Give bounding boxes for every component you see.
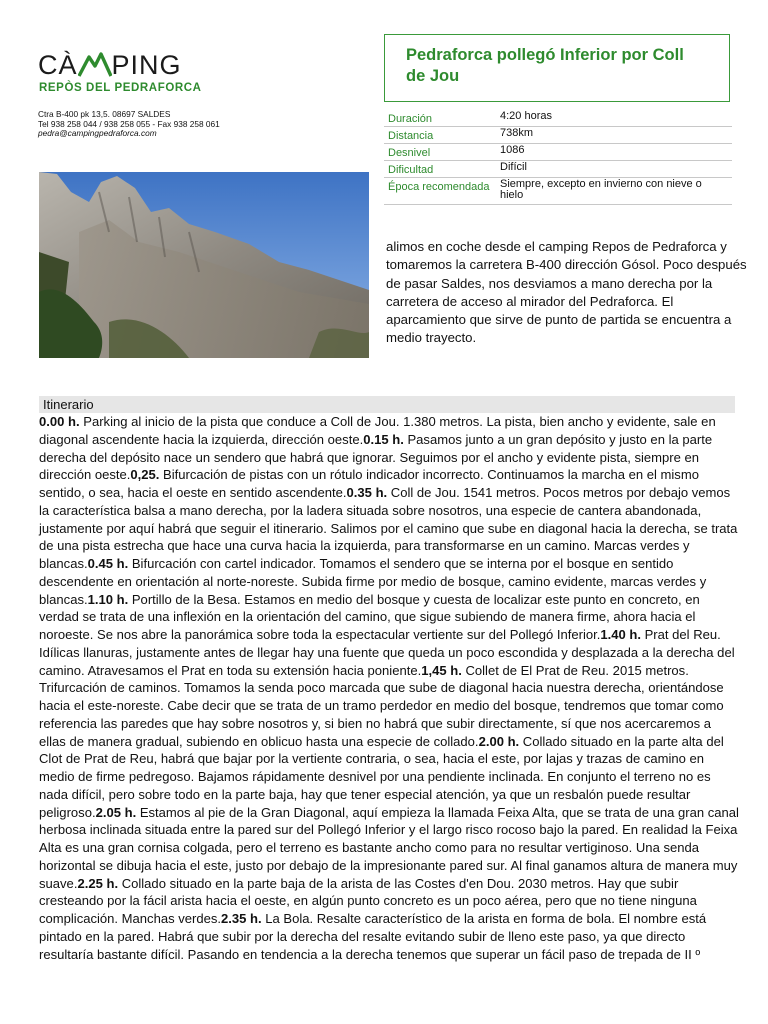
step-time: 2.00 h. — [478, 733, 520, 749]
step-text: Pasamos junto a un gran depósito y justo en la parte derecha del depósito nace un sendero que habrá que ignorar. Seguimos por el ancho y evidente pista, siempre en dirección oeste. — [39, 431, 713, 483]
itinerary-text — [39, 413, 741, 963]
info-label: Distancia — [388, 130, 434, 142]
step-text: Estamos al pie de la Gran Diagonal, aquí empieza la llamada Feixa Alta, que se trata de una gran canal herbosa inclinada situada entre la pared sur del Pollegó Inferior y el largo risco rocoso bajo la pared. En realidad la Feixa Alta es una gran cornisa colgada, pero el terreno es bastante ancho como para no resultar vertiginoso. Una senda horizontal se dibuja hacia el este, justo por debajo de la impresionante pared sur. Al final ganamos altura de manera muy suave. — [39, 804, 739, 891]
phone-line: Tel 938 258 044 / 938 258 055 - Fax 938 258 061 — [38, 118, 220, 129]
intro-paragraph: alimos en coche desde el camping Repos de Pedraforca y tomaremos la carretera B-400 dirección Gósol. Poco después de pasar Saldes, nos desviamos a mano derecha por la carretera de acceso al mirador del Pedraforca. El aparcamiento que sirve de punto de partida se encuentra a medio trayecto. — [386, 239, 747, 346]
logo-subtitle: REPÒS DEL PEDRAFORCA — [39, 82, 202, 94]
logo-brand: CÀ PING — [38, 50, 182, 80]
step-text: Bifurcación con cartel indicador. Tomamos el sendero que se interna por el bosque en sentido descendente en orientación al norte-noreste. Subida firme por medio de bosque, camino evidente, marcas verdes y blancas. — [39, 556, 707, 607]
info-row-distance — [384, 127, 732, 144]
camping-address — [38, 110, 220, 139]
step-time: 2.05 h. — [95, 804, 137, 820]
step-text: Collet de El Prat de Reu. 2015 metros. Trifurcación de caminos. Tomamos la senda poco marcada que sube de diagonal hacia nuestra derecha, orientándose hacia el este-noreste. Cabe decir que se trata de un tramo perdedor en medio del bosque, tendremos que tomar como referencia las paredes que hay sobre nosotros y, si bien no habrá que subir directamente, sí que nos acercaremos a ellas de manera gradual, subiendo en oblicuo hasta una especie de collado. — [39, 662, 724, 749]
step-text: Bifurcación de pistas con un rótulo indicador incorrecto. Continuamos la marcha en el mismo sentido, o sea, hacia el oeste en sentido ascendente. — [39, 467, 699, 500]
route-info-table — [384, 110, 732, 205]
step-time: 0.45 h. — [87, 556, 129, 571]
email-link[interactable]: pedra@campingpedraforca.com — [38, 128, 157, 139]
step-time: 0,25. — [130, 467, 160, 483]
step-time: 0.35 h. — [346, 485, 388, 500]
step-text: Collado situado en la parte alta del Clot de Prat de Reu, habrá que bajar por la vertiente contraria, o sea, hacia el este, por lajas y trazas de camino en medio de firme pedregoso. Bajamos rápidamente desnivel por una pendiente inclinada. En conjunto el terreno no es nada difícil, pero sobre todo en la parte baja, hay que tener especial atención, ya que un resbalón puede resultar peligroso. — [39, 733, 724, 820]
info-label: Época recomendada — [388, 181, 490, 193]
step-text: Coll de Jou. 1541 metros. Pocos metros por debajo vemos la característica balsa a mano derecha, por la ladera situada sobre nosotros, una especie de cantera abandonada, justamente por aquí habrá que seguir el itinerario. Salimos por el camino que sube en diagonal hacia la derecha, se trata de una pista estrecha que hace una curva hacia la izquierda, para transformarse en un camino. Marcas verdes y blancas. — [39, 485, 738, 571]
info-row-duration — [384, 110, 732, 127]
info-label: Dificultad — [388, 164, 434, 176]
address-line: Ctra B-400 pk 13,5. 08697 SALDES — [38, 109, 171, 119]
info-label: Duración — [388, 113, 433, 125]
info-row-elevation — [384, 144, 732, 161]
info-value: 1086 — [500, 144, 525, 156]
step-time: 1.40 h. — [600, 627, 641, 642]
route-title-box — [384, 34, 730, 102]
info-value: Siempre, excepto en invierno con nieve o hielo — [500, 178, 702, 201]
info-row-difficulty — [384, 161, 732, 178]
step-time: 1,45 h. — [421, 662, 462, 678]
info-value: 738km — [500, 127, 534, 139]
step-text: Prat del Reu. Idílicas llanuras, justamente antes de llegar hay una fuente que queda un poco escondida y desplazada a la derecha del camino. Atravesamos el Prat en toda su extensión hacia poniente. — [39, 627, 735, 678]
step-time: 1.10 h. — [87, 591, 129, 607]
step-text: Portillo de la Besa. Estamos en medio del bosque y cuesta de localizar este punto en concreto, en verdad se trata de una inflexión en la orientación del camino, que sigue subiendo de manera firme, ahora hacia el noroeste. Se nos abre la panorámica sobre toda la espectacular vertiente sur del Pollegó Inferior. — [39, 591, 700, 642]
step-text: La Bola. Resalte característico de la arista en forma de bola. El nombre está pintado en la pared. Habrá que subir por la derecha del resalte evitando subir de lleno este paso, ya que directo resultaría bastante difícil. Pasando en tendencia a la derecha tenemos que superar un fácil paso de trepada de II º — [39, 911, 707, 962]
info-label: Desnivel — [388, 147, 431, 159]
step-text: Collado situado en la parte baja de la arista de las Costes d'en Dou. 2030 metros. Hay que subir cresteando por la fácil arista hacia el oeste, en algún punto concreto es un poco aérea, pero que no tiene ninguna complicación. Manchas verdes. — [39, 875, 697, 926]
info-value: Difícil — [500, 161, 527, 173]
itinerary-heading-bar — [39, 396, 735, 413]
itinerary-heading: Itinerario — [43, 397, 94, 412]
info-value: 4:20 horas — [500, 110, 552, 122]
step-time: 0.15 h. — [363, 431, 404, 447]
mountain-photo — [39, 172, 369, 358]
info-row-season — [384, 178, 732, 205]
mountain-icon — [78, 51, 112, 77]
step-time: 2.35 h. — [221, 911, 262, 926]
step-time: 2.25 h. — [77, 875, 119, 891]
step-time: 0.00 h. — [39, 414, 80, 429]
step-text: Parking al inicio de la pista que conduce a Coll de Jou. 1.380 metros. La pista, bien ancho y evidente, sale en diagonal ascendente hacia la izquierda, dirección oeste. — [39, 414, 716, 447]
route-title: Pedraforca pollegó Inferior por Coll de Jou — [406, 46, 684, 85]
camping-logo — [38, 44, 202, 104]
